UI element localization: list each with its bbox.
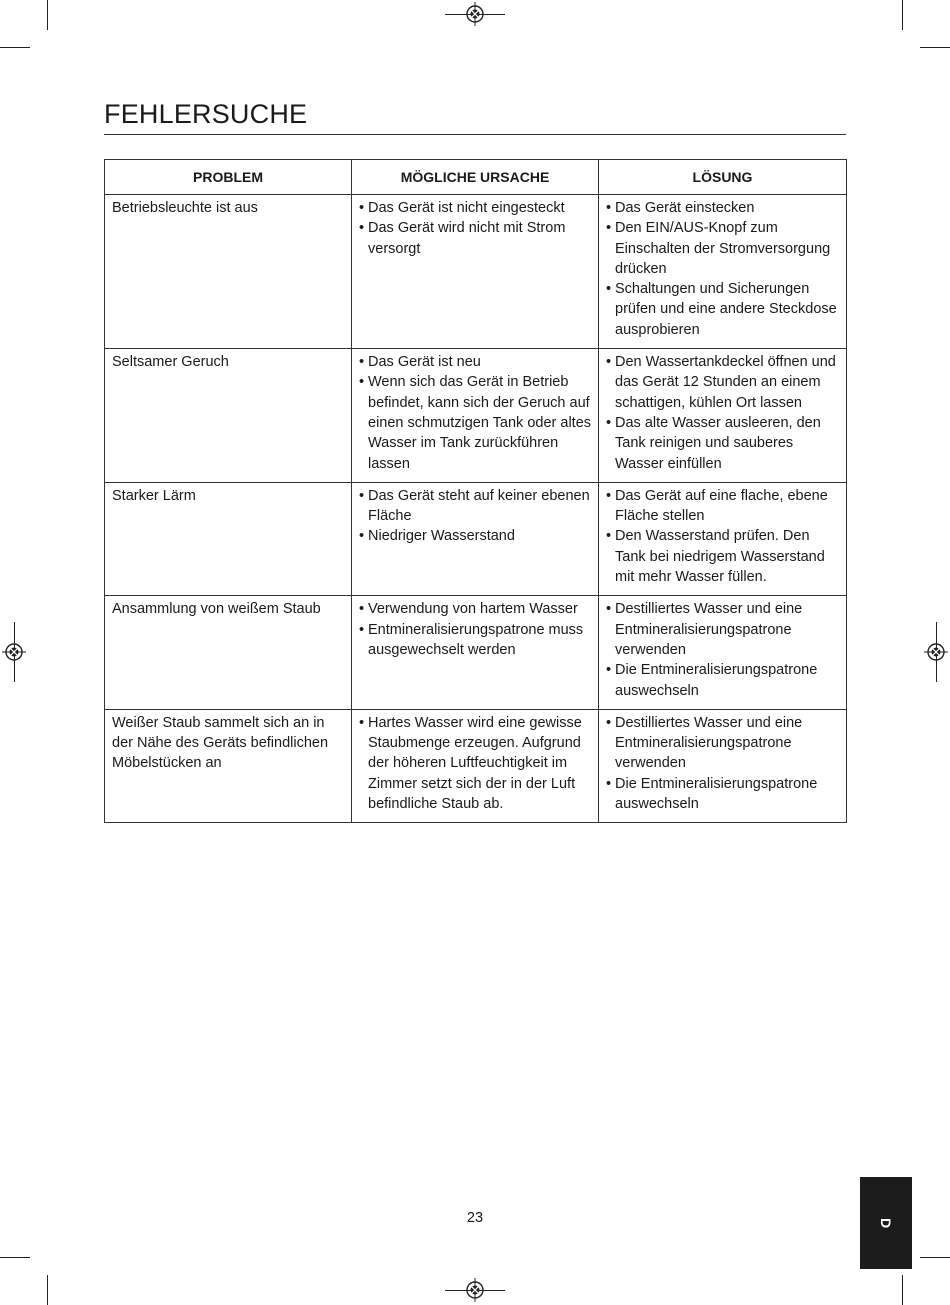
table-row bbox=[105, 195, 847, 349]
table-row bbox=[105, 349, 847, 483]
problem-cell: Weißer Staub sammelt sich an in der Nähe des Geräts befindlichen Möbelstücken an bbox=[105, 709, 352, 822]
solution-item: • Den Wassertankdeckel öffnen und das Gerät 12 Stunden an einem schattigen, kühlen Ort lassen bbox=[606, 352, 839, 413]
registration-mark-icon bbox=[2, 640, 26, 664]
table-row bbox=[105, 596, 847, 709]
solution-cell bbox=[599, 709, 847, 822]
cause-item: • Verwendung von hartem Wasser bbox=[359, 599, 591, 619]
solution-item: • Den EIN/AUS-Knopf zum Einschalten der Stromversorgung drücken bbox=[606, 218, 839, 279]
table-row bbox=[105, 709, 847, 822]
header-solution: LÖSUNG bbox=[599, 160, 847, 195]
table-header-row bbox=[105, 160, 847, 195]
solution-item: • Destilliertes Wasser und eine Entmineralisierungspatrone verwenden bbox=[606, 599, 839, 660]
header-problem: PROBLEM bbox=[105, 160, 352, 195]
solution-item: • Das alte Wasser ausleeren, den Tank reinigen und sauberes Wasser einfüllen bbox=[606, 413, 839, 474]
crop-mark bbox=[47, 0, 48, 30]
crop-mark bbox=[920, 1257, 950, 1258]
cause-item: • Hartes Wasser wird eine gewisse Staubmenge erzeugen. Aufgrund der höheren Luftfeuchtigkeit im Zimmer setzt sich der in der Luft befindliche Staub ab. bbox=[359, 713, 591, 814]
registration-mark-icon bbox=[463, 1278, 487, 1302]
solution-item: • Die Entmineralisierungspatrone auswechseln bbox=[606, 774, 839, 815]
problem-cell: Betriebsleuchte ist aus bbox=[105, 195, 352, 349]
cause-item: • Das Gerät wird nicht mit Strom versorgt bbox=[359, 218, 591, 259]
language-tab-label: D bbox=[878, 1217, 894, 1229]
solution-item: • Den Wasserstand prüfen. Den Tank bei niedrigem Wasserstand mit mehr Wasser füllen. bbox=[606, 526, 839, 587]
cause-item: • Das Gerät steht auf keiner ebenen Fläche bbox=[359, 486, 591, 527]
crop-mark bbox=[920, 47, 950, 48]
solution-cell bbox=[599, 596, 847, 709]
crop-mark bbox=[902, 1275, 903, 1305]
title-divider bbox=[104, 134, 846, 135]
cause-item: • Das Gerät ist nicht eingesteckt bbox=[359, 198, 591, 218]
solution-item: • Schaltungen und Sicherungen prüfen und eine andere Steckdose ausprobieren bbox=[606, 279, 839, 340]
solution-item: • Destilliertes Wasser und eine Entmineralisierungspatrone verwenden bbox=[606, 713, 839, 774]
cause-item: • Wenn sich das Gerät in Betrieb befindet, kann sich der Geruch auf einen schmutzigen Tank oder altes Wasser im Tank zurückführen lassen bbox=[359, 372, 591, 473]
problem-cell: Starker Lärm bbox=[105, 482, 352, 595]
crop-mark bbox=[902, 0, 903, 30]
solution-item: • Das Gerät einstecken bbox=[606, 198, 839, 218]
cause-cell bbox=[352, 195, 599, 349]
troubleshooting-table bbox=[104, 159, 847, 823]
registration-mark-icon bbox=[924, 640, 948, 664]
crop-mark bbox=[0, 1257, 30, 1258]
header-cause: MÖGLICHE URSACHE bbox=[352, 160, 599, 195]
registration-mark-icon bbox=[463, 2, 487, 26]
cause-item: • Niedriger Wasserstand bbox=[359, 526, 591, 546]
solution-item: • Das Gerät auf eine flache, ebene Fläche stellen bbox=[606, 486, 839, 527]
solution-cell bbox=[599, 349, 847, 483]
cause-cell bbox=[352, 349, 599, 483]
cause-cell bbox=[352, 709, 599, 822]
cause-cell bbox=[352, 596, 599, 709]
cause-item: • Entmineralisierungspatrone muss ausgewechselt werden bbox=[359, 620, 591, 661]
table-row bbox=[105, 482, 847, 595]
crop-mark bbox=[47, 1275, 48, 1305]
crop-mark bbox=[0, 47, 30, 48]
page-number: 23 bbox=[466, 1210, 484, 1226]
solution-cell bbox=[599, 482, 847, 595]
cause-cell bbox=[352, 482, 599, 595]
solution-cell bbox=[599, 195, 847, 349]
problem-cell: Seltsamer Geruch bbox=[105, 349, 352, 483]
solution-item: • Die Entmineralisierungspatrone auswechseln bbox=[606, 660, 839, 701]
language-tab bbox=[860, 1177, 912, 1269]
cause-item: • Das Gerät ist neu bbox=[359, 352, 591, 372]
problem-cell: Ansammlung von weißem Staub bbox=[105, 596, 352, 709]
page-title: FEHLERSUCHE bbox=[104, 99, 308, 129]
